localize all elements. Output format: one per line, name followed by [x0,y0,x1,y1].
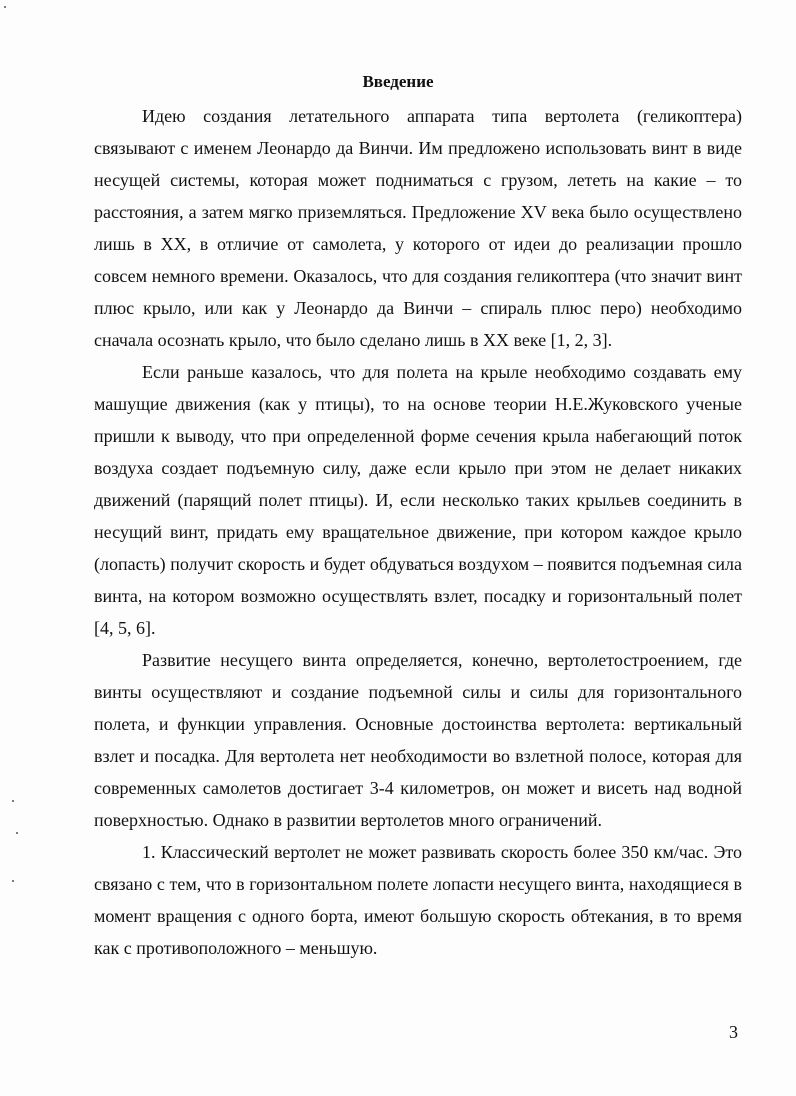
scan-speck [12,800,14,802]
paragraph-4: 1. Классический вертолет не может развивать скорость более 350 км/час. Это связано с тем, что в горизонтальном полете лопасти несущего винта, находящиеся в момент вращения с одного борта, имеют большую скорость обтекания, в то время как с противоположного – меньшую. [94,842,742,958]
scan-speck [12,880,14,882]
scan-speck [16,832,18,834]
section-heading: Введение [362,72,434,91]
paragraph-2: Если раньше казалось, что для полета на крыле необходимо создавать ему машущие движения (как у птицы), то на основе теории Н.Е.Жуковского ученые пришли к выводу, что при определенной форме сечения крыла набегающий поток воздуха создает подъемную силу, даже если крыло при этом не делает никаких движений (парящий полет птицы). И, если несколько таких крыльев соединить в несущий винт, придать ему вращательное движение, при котором каждое крыло (лопасть) получит скорость и будет обдуваться воздухом – появится подъемная сила винта, на котором возможно осуществлять взлет, посадку и горизонтальный полет [4, 5, 6]. [94,362,742,638]
page-number: 3 [729,1022,738,1042]
body-text [94,100,742,964]
paragraph-3: Развитие несущего винта определяется, конечно, вертолетостроением, где винты осуществляют и создание подъемной силы и силы для горизонтального полета, и функции управления. Основные достоинства вертолета: вертикальный взлет и посадка. Для вертолета нет необходимости во взлетной полосе, которая для современных самолетов достигает 3-4 километров, он может и висеть над водной поверхностью. Однако в развитии вертолетов много ограничений. [94,650,742,830]
scan-speck [4,6,6,8]
paragraph-1: Идею создания летательного аппарата типа вертолета (геликоптера) связывают с именем Леонардо да Винчи. Им предложено использовать винт в виде несущей системы, которая может подниматься с грузом, лететь на какие – то расстояния, а затем мягко приземляться. Предложение XV века было осуществлено лишь в XX, в отличие от самолета, у которого от идеи до реализации прошло совсем немного времени. Оказалось, что для создания геликоптера (что значит винт плюс крыло, или как у Леонардо да Винчи – спираль плюс перо) необходимо сначала осознать крыло, что было сделано лишь в XX веке [1, 2, 3]. [94,106,742,350]
